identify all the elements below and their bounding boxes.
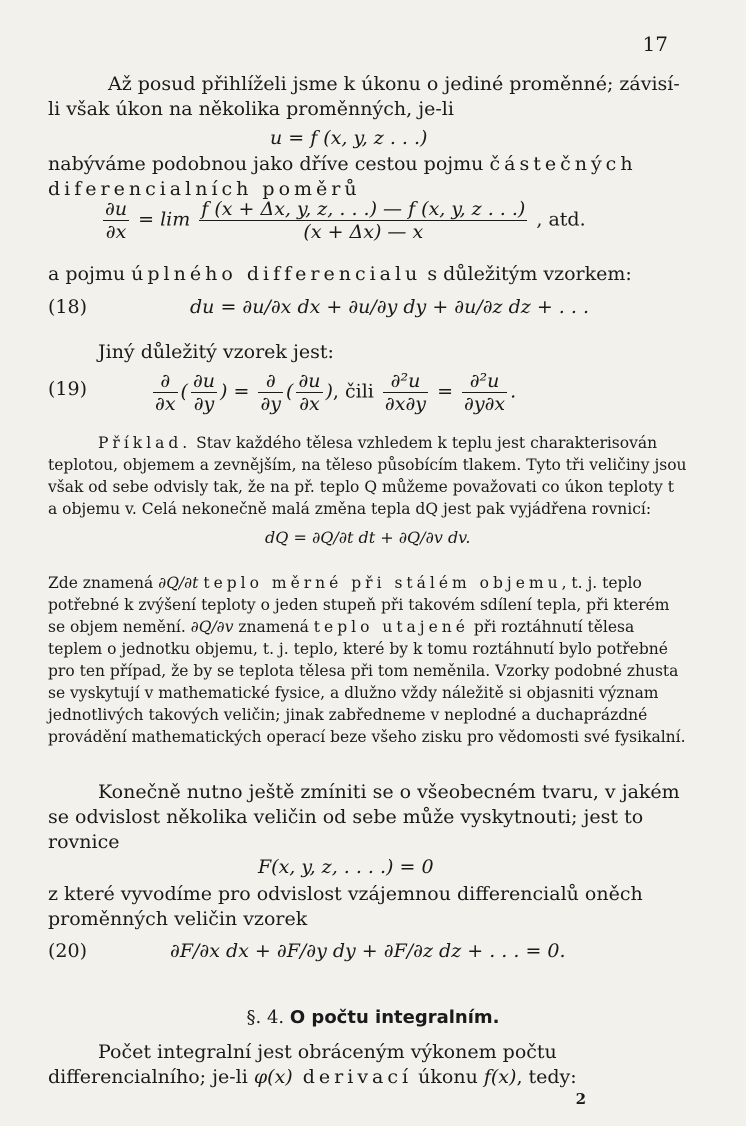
paragraph-3-tail: s důležitým vzorkem: [421, 263, 632, 285]
zde-text: Zde znamená [48, 574, 159, 592]
spaced-term-partial: částečných diferencialních poměrů [48, 153, 637, 200]
equation-20-number: (20) [48, 940, 88, 962]
fraction-d-dy [258, 370, 283, 415]
paragraph-7-text: Počet integralní jest obráceným výkonem počtu differencialního; je-li [48, 1041, 557, 1088]
equation-u-def: u = f (x, y, z . . .) [270, 127, 428, 149]
paragraph-7-text-2: úkonu [412, 1066, 484, 1088]
denominator: ∂x [105, 221, 127, 243]
cili-label: , čili [332, 380, 374, 403]
zde-text-4: při roztáhnutí tělesa teplem o jednotku objemu, t. j. teplo, které by k tomu roztáhnutí bylo potřebné pro ten případ, že by se teplota tělesa při tom neměnila. Vzorky podobné zhusta se vyskytují v mathematické fysice, a dlužno vždy náležitě si objasniti význam jednotlivých takových veličin; jinak zabředneme v neplodné a duchaprázdné provádění mathematických operací beze všeho zisku pro vědomosti své fysikalní. [48, 618, 686, 746]
paragraph-2-text: nabýváme podobnou jako dříve cestou pojmu [48, 153, 490, 175]
equation-19-number: (19) [48, 378, 88, 400]
denominator: ∂x [299, 393, 320, 415]
paragraph-3 [48, 262, 688, 287]
spaced-term-total: úplného differencialu [131, 263, 422, 285]
fraction-du-dx [103, 198, 129, 243]
example-label: Příklad. [98, 434, 192, 452]
denominator: ∂x [155, 393, 176, 415]
paragraph-4: Jiný důležitý vzorek jest: [98, 341, 334, 363]
paragraph-5: Konečně nutno ještě zmíniti se o všeobecném tvaru, v jakém se odvislost několika veličin od sebe může vyskytnouti; jest to rovnice [48, 781, 680, 853]
paragraph-6: z které vyvodíme pro odvislost vzájemnou differencialů oněch proměnných veličin vzorek [48, 883, 643, 930]
denominator: ∂y [260, 393, 282, 415]
equation-partial-ratio [100, 198, 586, 243]
example-paragraph [48, 432, 688, 520]
fraction-d-dx [153, 370, 178, 415]
zde-text-2: , t. j. teplo potřebné k zvýšení teploty o jeden stupeň při takovém sdílení tepla, při kterém se objem nemění. [48, 574, 670, 636]
denominator: (x + Δx) — x [303, 221, 424, 243]
fraction-d2u-dxdy [383, 370, 428, 415]
zde-paragraph [48, 572, 688, 748]
denominator: ∂x∂y [384, 393, 427, 415]
lim-symbol: = lim [138, 208, 191, 231]
paragraph-2 [48, 152, 688, 202]
numerator: ∂ [153, 370, 178, 393]
equation-18: du = ∂u/∂x dx + ∂u/∂y dy + ∂u/∂z dz + . . . [190, 296, 589, 318]
denominator: ∂y [193, 393, 215, 415]
numerator: f (x + Δx, y, z, . . .) — f (x, y, z . . .) [201, 198, 526, 220]
numerator: ∂u [192, 370, 216, 392]
fraction-d2u-dydx [462, 370, 507, 415]
spaced-term-specific-heat: teplo měrné při stálém objemu [203, 574, 562, 592]
equation-19: $\frac{\partial}{\partial x}$ ( $\frac{\partial u}{\partial y}$ ) = $\frac{\partial}{\partial y}$ ( $\frac{\partial u}{\partial x}$ ), čili $\frac{\text{∂²u}}{\partial x\partial y}$ = $\frac{\text{∂²u}}{\partial y\partial x}$ . [155, 370, 517, 415]
paragraph-7-tail: , tedy: [516, 1066, 577, 1088]
paragraph-1: Až posud přihlíželi jsme k úkonu o jediné proměnné; závisí-li však úkon na několika proměnných, je-li [48, 73, 680, 120]
numerator: ∂²u [462, 370, 507, 393]
numerator: ∂u [298, 370, 321, 392]
phi-of-x: φ(x) [253, 1066, 293, 1088]
equation-dq: dQ = ∂Q/∂t dt + ∂Q/∂v dv. [265, 528, 471, 547]
atd-label: , atd. [536, 208, 586, 231]
denominator: ∂y∂x [464, 393, 506, 415]
equation-20: ∂F/∂x dx + ∂F/∂y dy + ∂F/∂z dz + . . . = 0. [170, 940, 566, 962]
numerator: ∂²u [383, 370, 428, 393]
equation-implicit: F(x, y, z, . . . .) = 0 [258, 856, 434, 878]
section-title: O počtu integralním. [289, 1007, 500, 1028]
fraction-difference-quotient [199, 198, 527, 243]
example-text: Stav každého tělesa vzhledem k teplu jest charakterisován teplotou, objemem a zevnějším, na těleso působícím tlakem. Tyto tři veličiny jsou však od sebe odvisly tak, že na př. teplo Q můžeme považovati co úkon teploty t a objemu v. Celá nekonečně malá změna tepla dQ jest pak vyjádřena rovnicí: [48, 434, 687, 518]
paragraph-3-text: a pojmu [48, 263, 132, 285]
dq-dv-inline: ∂Q/∂v [190, 618, 234, 636]
dq-dt-inline: ∂Q/∂t [158, 574, 199, 592]
section-heading [0, 1007, 746, 1028]
spaced-term-derivative: derivací [292, 1066, 413, 1088]
equation-18-number: (18) [48, 296, 88, 318]
f-of-x: f(x) [483, 1066, 517, 1088]
signature-mark: 2 [575, 1090, 586, 1108]
numerator: ∂ [258, 370, 283, 393]
paragraph-7 [48, 1040, 688, 1090]
section-number: §. 4. [246, 1007, 285, 1028]
numerator: ∂u [105, 198, 128, 220]
spaced-term-latent-heat: teplo utajené [313, 618, 469, 636]
page-number: 17 [642, 32, 668, 56]
fraction-du-dy [191, 370, 217, 415]
zde-text-3: znamená [233, 618, 314, 636]
fraction-du-dx [296, 370, 322, 415]
